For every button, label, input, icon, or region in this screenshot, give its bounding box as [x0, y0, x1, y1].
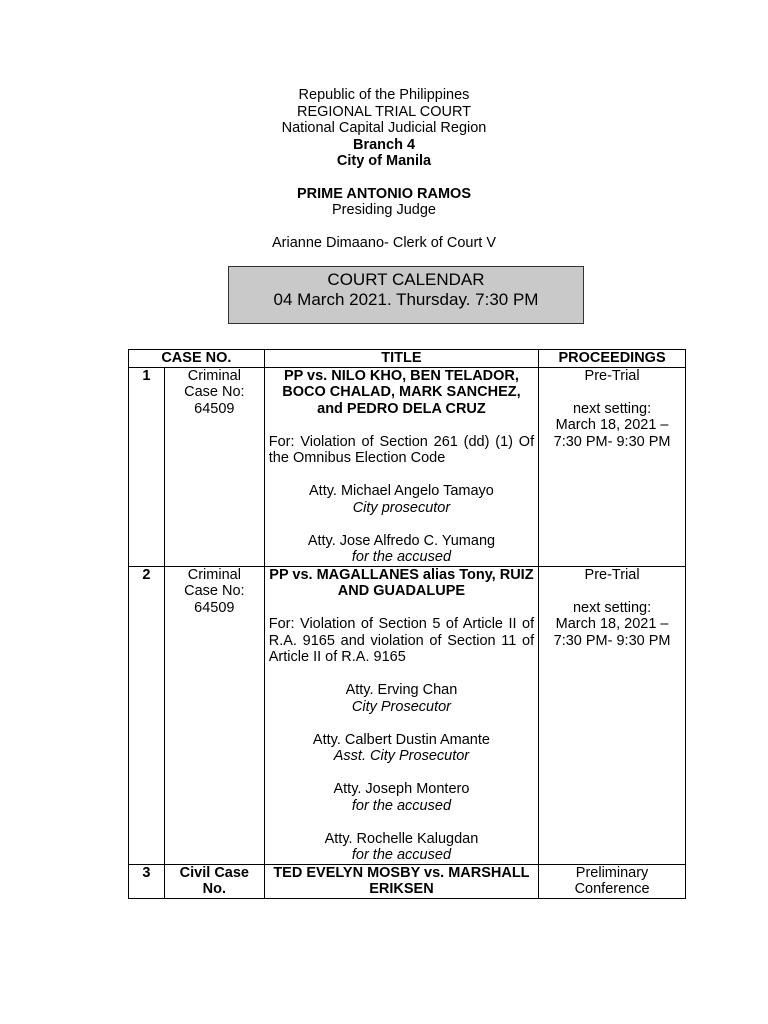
header-court: REGIONAL TRIAL COURT — [296, 103, 472, 120]
case-number — [164, 566, 264, 864]
case-charge: For: Violation of Section 261 (dd) (1) Of the Omnibus Election Code — [268, 433, 535, 466]
attorney-name: Atty. Erving Chan — [345, 682, 458, 698]
col-header-case-no: CASE NO. — [129, 350, 265, 368]
case-title-cell — [264, 367, 538, 566]
calendar-date: 04 March 2021. Thursday. 7:30 PM — [273, 290, 539, 309]
attorney-name: Atty. Rochelle Kalugdan — [324, 830, 479, 847]
proceeding-type: Pre-Trial — [584, 367, 640, 384]
attorney-role: for the accused — [351, 847, 452, 863]
case-title: TED EVELYN MOSBY vs. MARSHALL ERIKSEN — [273, 864, 530, 897]
attorney-role: Asst. City Prosecutor — [333, 748, 470, 764]
case-charge: For: Violation of Section 5 of Article II of R.A. 9165 and violation of Section 11 of Article II of R.A. 9165 — [268, 616, 535, 665]
case-id: 64509 — [194, 400, 235, 417]
judge-title: Presiding Judge — [332, 202, 436, 218]
attorney-name: Atty. Calbert Dustin Amante — [312, 731, 490, 748]
court-header — [0, 87, 768, 251]
proceedings-cell — [539, 864, 686, 898]
attorney-role: City prosecutor — [352, 499, 451, 516]
header-city: City of Manila — [336, 153, 432, 169]
case-label: No. — [202, 881, 227, 897]
table-row — [129, 566, 686, 864]
proceeding-type: Preliminary Conference — [574, 864, 650, 897]
col-header-title: TITLE — [264, 350, 538, 368]
proceedings-cell — [539, 367, 686, 566]
table-row — [129, 367, 686, 566]
judge-name: PRIME ANTONIO RAMOS — [296, 185, 471, 202]
court-calendar-box — [228, 266, 584, 324]
attorney-role: for the accused — [351, 797, 452, 814]
case-type: Civil Case — [179, 864, 249, 881]
case-title-cell — [264, 864, 538, 898]
col-header-proceedings: PROCEEDINGS — [539, 350, 686, 368]
case-type: Criminal — [187, 367, 241, 384]
clerk-of-court: Arianne Dimaano- Clerk of Court V — [271, 234, 497, 251]
case-label: Case No: — [184, 384, 245, 400]
proceeding-type: Pre-Trial — [584, 566, 640, 583]
attorney-role: for the accused — [351, 549, 452, 565]
court-calendar-table — [128, 349, 686, 899]
table-row — [129, 864, 686, 898]
case-title: PP vs. NILO KHO, BEN TELADOR, BOCO CHALAD, MARK SANCHEZ, and PEDRO DELA CRUZ — [282, 367, 521, 417]
row-number: 3 — [129, 864, 165, 898]
proceedings-cell — [539, 566, 686, 864]
case-title-cell — [264, 566, 538, 864]
case-title: PP vs. MAGALLANES alias Tony, RUIZ AND GUADALUPE — [269, 566, 534, 599]
row-number: 1 — [129, 367, 165, 566]
header-branch: Branch 4 — [352, 136, 416, 153]
attorney-name: Atty. Jose Alfredo C. Yumang — [307, 532, 496, 549]
attorney-name: Atty. Joseph Montero — [333, 781, 470, 797]
attorney-role: City Prosecutor — [351, 698, 451, 715]
header-region: National Capital Judicial Region — [281, 120, 487, 136]
attorney-name: Atty. Michael Angelo Tamayo — [309, 483, 494, 499]
next-setting-date: March 18, 2021 – 7:30 PM- 9:30 PM — [553, 616, 671, 649]
case-number — [164, 864, 264, 898]
case-label: Case No: — [184, 583, 245, 599]
table-header-row — [129, 350, 686, 368]
case-type: Criminal — [187, 566, 241, 583]
next-setting-label: next setting: — [572, 599, 652, 616]
case-number — [164, 367, 264, 566]
next-setting-label: next setting: — [572, 400, 652, 417]
calendar-title: COURT CALENDAR — [327, 270, 485, 289]
case-id: 64509 — [194, 599, 235, 616]
header-republic: Republic of the Philippines — [298, 87, 470, 103]
next-setting-date: March 18, 2021 – 7:30 PM- 9:30 PM — [553, 417, 671, 450]
row-number: 2 — [129, 566, 165, 864]
